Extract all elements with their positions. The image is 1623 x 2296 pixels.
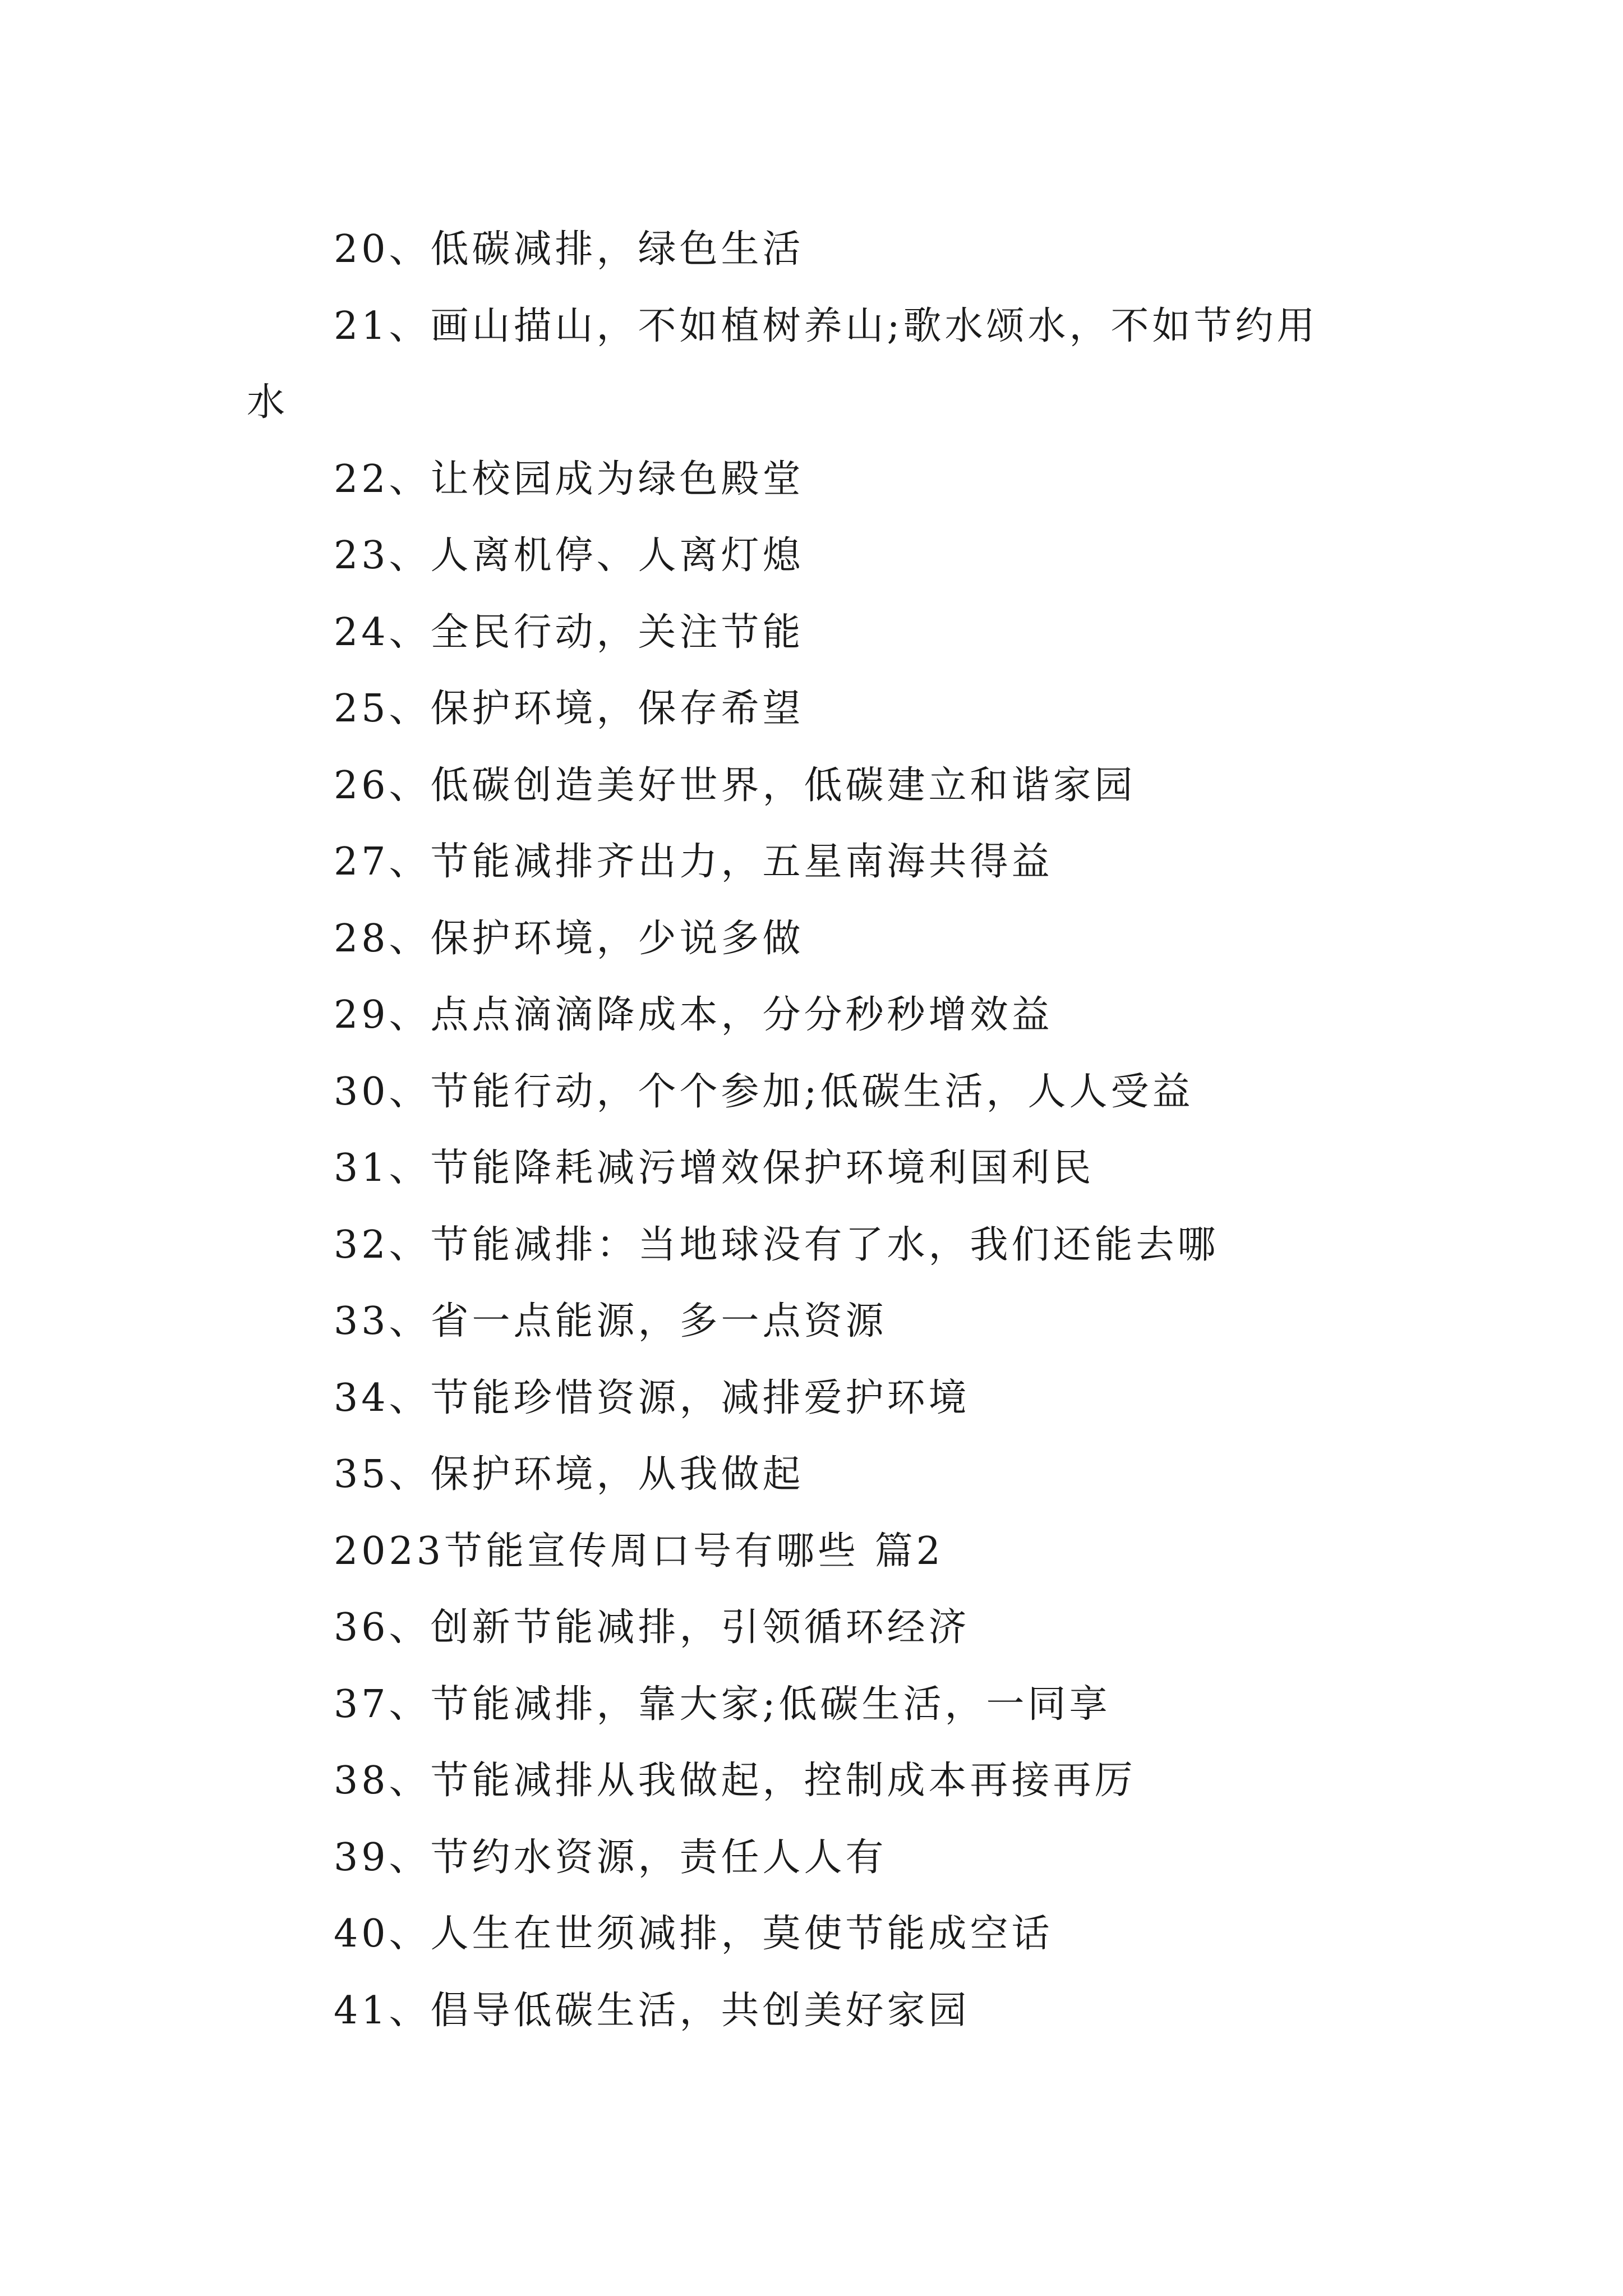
slogan-line: 24、全民行动，关注节能 <box>334 610 804 655</box>
slogan-line: 33、省一点能源，多一点资源 <box>334 1299 887 1343</box>
slogan-line: 26、低碳创造美好世界，低碳建立和谐家园 <box>334 763 1136 808</box>
slogan-line: 28、保护环境，少说多做 <box>334 916 804 961</box>
slogan-line-part: 21、画山描山，不如植树养山;歌水颂水，不如节约用 <box>334 303 1318 348</box>
slogan-line-wrapped <box>247 288 1380 441</box>
slogan-line: 38、节能减排从我做起，控制成本再接再厉 <box>334 1759 1136 1803</box>
slogan-line: 23、人离机停、人离灯熄 <box>334 533 804 578</box>
document-body <box>247 211 1380 2049</box>
slogan-line: 30、节能行动，个个参加;低碳生活，人人受益 <box>334 1069 1194 1114</box>
slogan-line: 37、节能减排，靠大家;低碳生活，一同享 <box>334 1682 1111 1727</box>
slogan-line-continuation: 水 <box>247 380 289 425</box>
section-heading: 2023节能宣传周口号有哪些 篇2 <box>334 1529 944 1573</box>
slogan-line: 36、创新节能减排，引领循环经济 <box>334 1605 970 1650</box>
slogan-line: 32、节能减排：当地球没有了水，我们还能去哪 <box>334 1222 1219 1267</box>
slogan-line: 27、节能减排齐出力，五星南海共得益 <box>334 840 1053 884</box>
slogan-line: 40、人生在世须减排，莫使节能成空话 <box>334 1912 1053 1956</box>
slogan-line: 25、保护环境，保存希望 <box>334 687 804 731</box>
slogan-line: 20、低碳减排，绿色生活 <box>334 227 804 272</box>
slogan-line: 29、点点滴滴降成本，分分秒秒增效益 <box>334 993 1053 1037</box>
slogan-line: 34、节能珍惜资源，减排爱护环境 <box>334 1375 970 1420</box>
slogan-line: 31、节能降耗减污增效保护环境利国利民 <box>334 1146 1095 1190</box>
slogan-line: 39、节约水资源，责任人人有 <box>334 1835 887 1880</box>
slogan-line: 22、让校园成为绿色殿堂 <box>334 457 804 501</box>
slogan-line: 35、保护环境，从我做起 <box>334 1452 804 1497</box>
slogan-line: 41、倡导低碳生活，共创美好家园 <box>334 1988 970 2033</box>
